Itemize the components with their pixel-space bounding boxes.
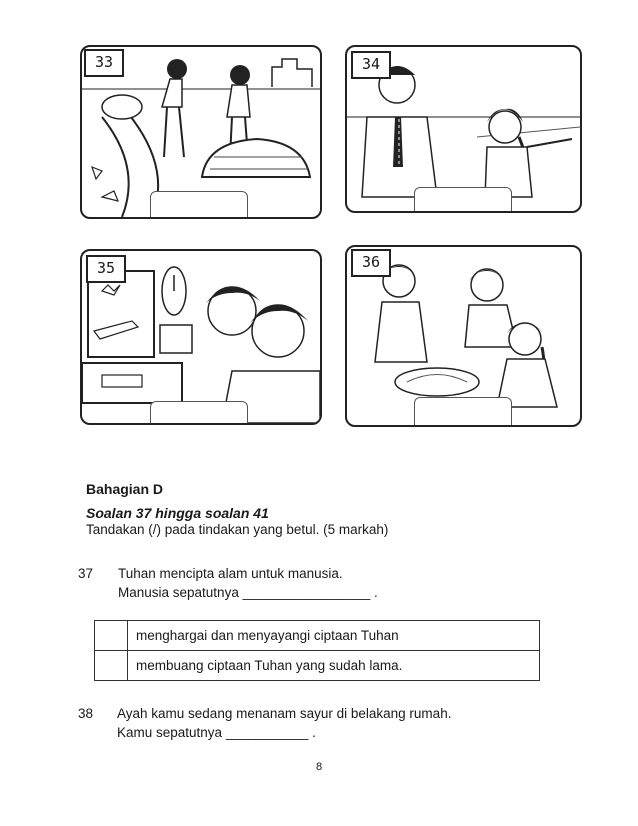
answer-options-table	[94, 620, 540, 681]
picture-panel-35	[80, 249, 322, 425]
option-row	[95, 651, 540, 681]
question-text: Kamu sepatutnya ___________ .	[117, 725, 316, 740]
question-number-badge: 35	[86, 255, 126, 283]
question-text: Manusia sepatutnya _________________ .	[118, 585, 378, 600]
option-row	[95, 621, 540, 651]
answer-box-33[interactable]	[150, 191, 248, 219]
option-text: membuang ciptaan Tuhan yang sudah lama.	[128, 651, 540, 681]
tick-box[interactable]	[95, 621, 128, 651]
answer-box-35[interactable]	[150, 401, 248, 425]
picture-panel-34	[345, 45, 582, 213]
picture-panel-33	[80, 45, 322, 219]
question-number-badge: 33	[84, 49, 124, 77]
tick-box[interactable]	[95, 651, 128, 681]
question-text: Ayah kamu sedang menanam sayur di belakang rumah.	[117, 706, 452, 721]
section-subtitle: Soalan 37 hingga soalan 41	[86, 505, 269, 521]
question-text: Tuhan mencipta alam untuk manusia.	[118, 566, 343, 581]
page-number: 8	[315, 761, 323, 773]
answer-box-36[interactable]	[414, 397, 512, 427]
section-title: Bahagian D	[86, 481, 164, 497]
picture-panel-36	[345, 245, 582, 427]
option-text: menghargai dan menyayangi ciptaan Tuhan	[128, 621, 540, 651]
question-number-badge: 36	[351, 249, 391, 277]
question-number: 38	[78, 706, 94, 721]
answer-box-34[interactable]	[414, 187, 512, 213]
question-number: 37	[78, 566, 94, 581]
question-number-badge: 34	[351, 51, 391, 79]
section-instruction: Tandakan (/) pada tindakan yang betul. (5 markah)	[86, 522, 389, 537]
